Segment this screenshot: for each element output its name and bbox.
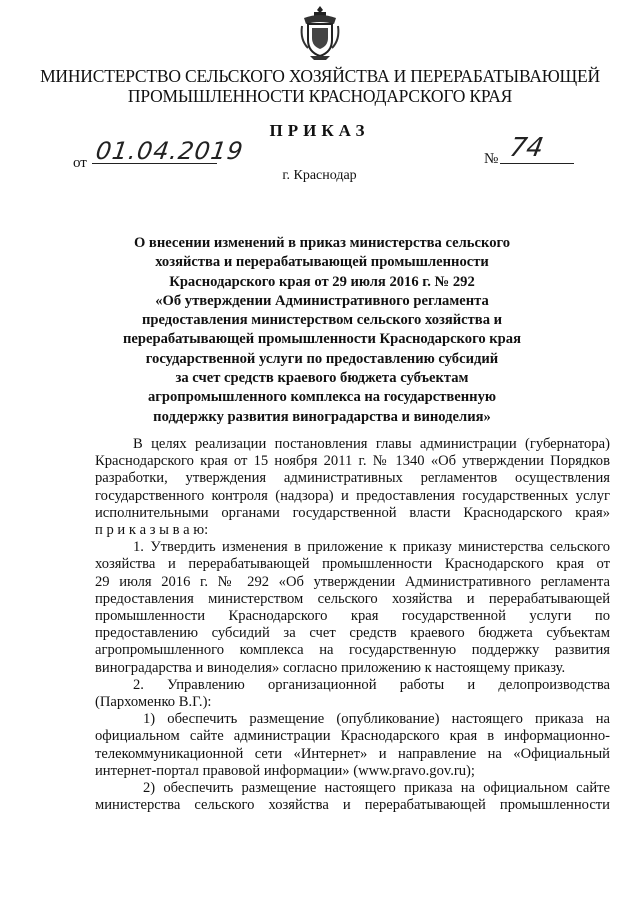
title-line: предоставления министерством сельского хозяйства и xyxy=(141,312,503,329)
ministry-name-line-1: МИНИСТЕРСТВО СЕЛЬСКОГО ХОЗЯЙСТВА И ПЕРЕРАБАТЫВАЮЩЕЙ xyxy=(40,66,600,86)
body-line: В целях реализации постановления главы администрации (губернатора) xyxy=(133,436,610,452)
number-underline xyxy=(500,163,574,164)
body-line: 2. Управлению организационной работы и делопроизводства xyxy=(133,676,610,693)
body-line: 2) обеспечить размещение настоящего приказа на официальном сайте xyxy=(143,780,610,797)
body-line: предоставлению субсидий за счет средств краевого бюджета субъектам xyxy=(95,625,610,642)
body-line: п р и к а з ы в а ю: xyxy=(95,522,209,539)
body-line: 1) обеспечить размещение (опубликование) настоящего приказа на xyxy=(143,711,610,728)
handwritten-number: 74 xyxy=(507,133,546,163)
body-line: 29 июля 2016 г. № 292 «Об утверждении Административного регламента xyxy=(95,573,610,590)
number-label: № xyxy=(484,151,499,167)
body-line: телекоммуникационной сети «Интернет» и направление на «Официальный xyxy=(95,745,610,762)
body-line: официальном сайте администрации Краснодарского края в информационно- xyxy=(95,728,610,745)
body-line: агропромышленного комплекса на государственную поддержку развития xyxy=(95,642,610,659)
body-line: промышленности Краснодарского края государственной услуги по xyxy=(95,608,610,625)
coat-of-arms-icon xyxy=(298,4,342,62)
ministry-name-line-2: ПРОМЫШЛЕННОСТИ КРАСНОДАРСКОГО КРАЯ xyxy=(127,86,513,106)
order-title xyxy=(82,234,562,427)
handwritten-date: 01.04.2019 xyxy=(94,137,246,165)
body-line: исполнительными органами государственной власти Краснодарского края» xyxy=(95,504,610,521)
city-label: г. Краснодар xyxy=(282,168,357,183)
date-prefix-label: от xyxy=(73,155,87,171)
title-line: агропромышленного комплекса на государственную xyxy=(147,389,497,406)
body-line: хозяйства и перерабатывающей промышленности Краснодарского края от xyxy=(95,556,610,573)
title-line: Краснодарского края от 29 июля 2016 г. № 292 xyxy=(169,273,475,290)
title-line: за счет средств краевого бюджета субъектам xyxy=(175,370,469,387)
title-line: государственной услуги по предоставлению субсидий xyxy=(145,350,499,367)
body-line: разработки, утверждения административных регламентов осуществления xyxy=(95,470,610,487)
title-line: перерабатывающей промышленности Краснодарского края xyxy=(122,331,521,348)
body-line: предоставления министерством сельского хозяйства и перерабатывающей xyxy=(95,590,610,607)
order-body xyxy=(95,436,610,814)
title-line: хозяйства и перерабатывающей промышленности xyxy=(155,254,489,271)
document-type-title: ПРИКАЗ xyxy=(269,121,370,140)
body-line: государственного контроля (надзора) и предоставления государственных услуг xyxy=(95,487,610,504)
body-line: виноградарства и виноделия» согласно приложению к настоящему приказу. xyxy=(95,659,566,676)
date-underline xyxy=(92,163,217,164)
body-line: (Пархоменко В.Г.): xyxy=(95,694,212,711)
title-line: «Об утверждении Административного регламента xyxy=(155,292,489,309)
title-line: поддержку развития виноградарства и виноделия» xyxy=(153,408,491,425)
body-line: 1. Утвердить изменения в приложение к приказу министерства сельского xyxy=(133,539,610,556)
body-line: Краснодарского края от 15 ноября 2011 г. № 1340 «Об утверждении Порядков xyxy=(95,453,610,470)
title-line: О внесении изменений в приказ министерства сельского xyxy=(133,235,511,251)
body-line: интернет-портал правовой информации» (www.pravo.gov.ru); xyxy=(95,762,475,779)
body-line: министерства сельского хозяйства и перерабатывающей промышленности xyxy=(95,797,610,814)
